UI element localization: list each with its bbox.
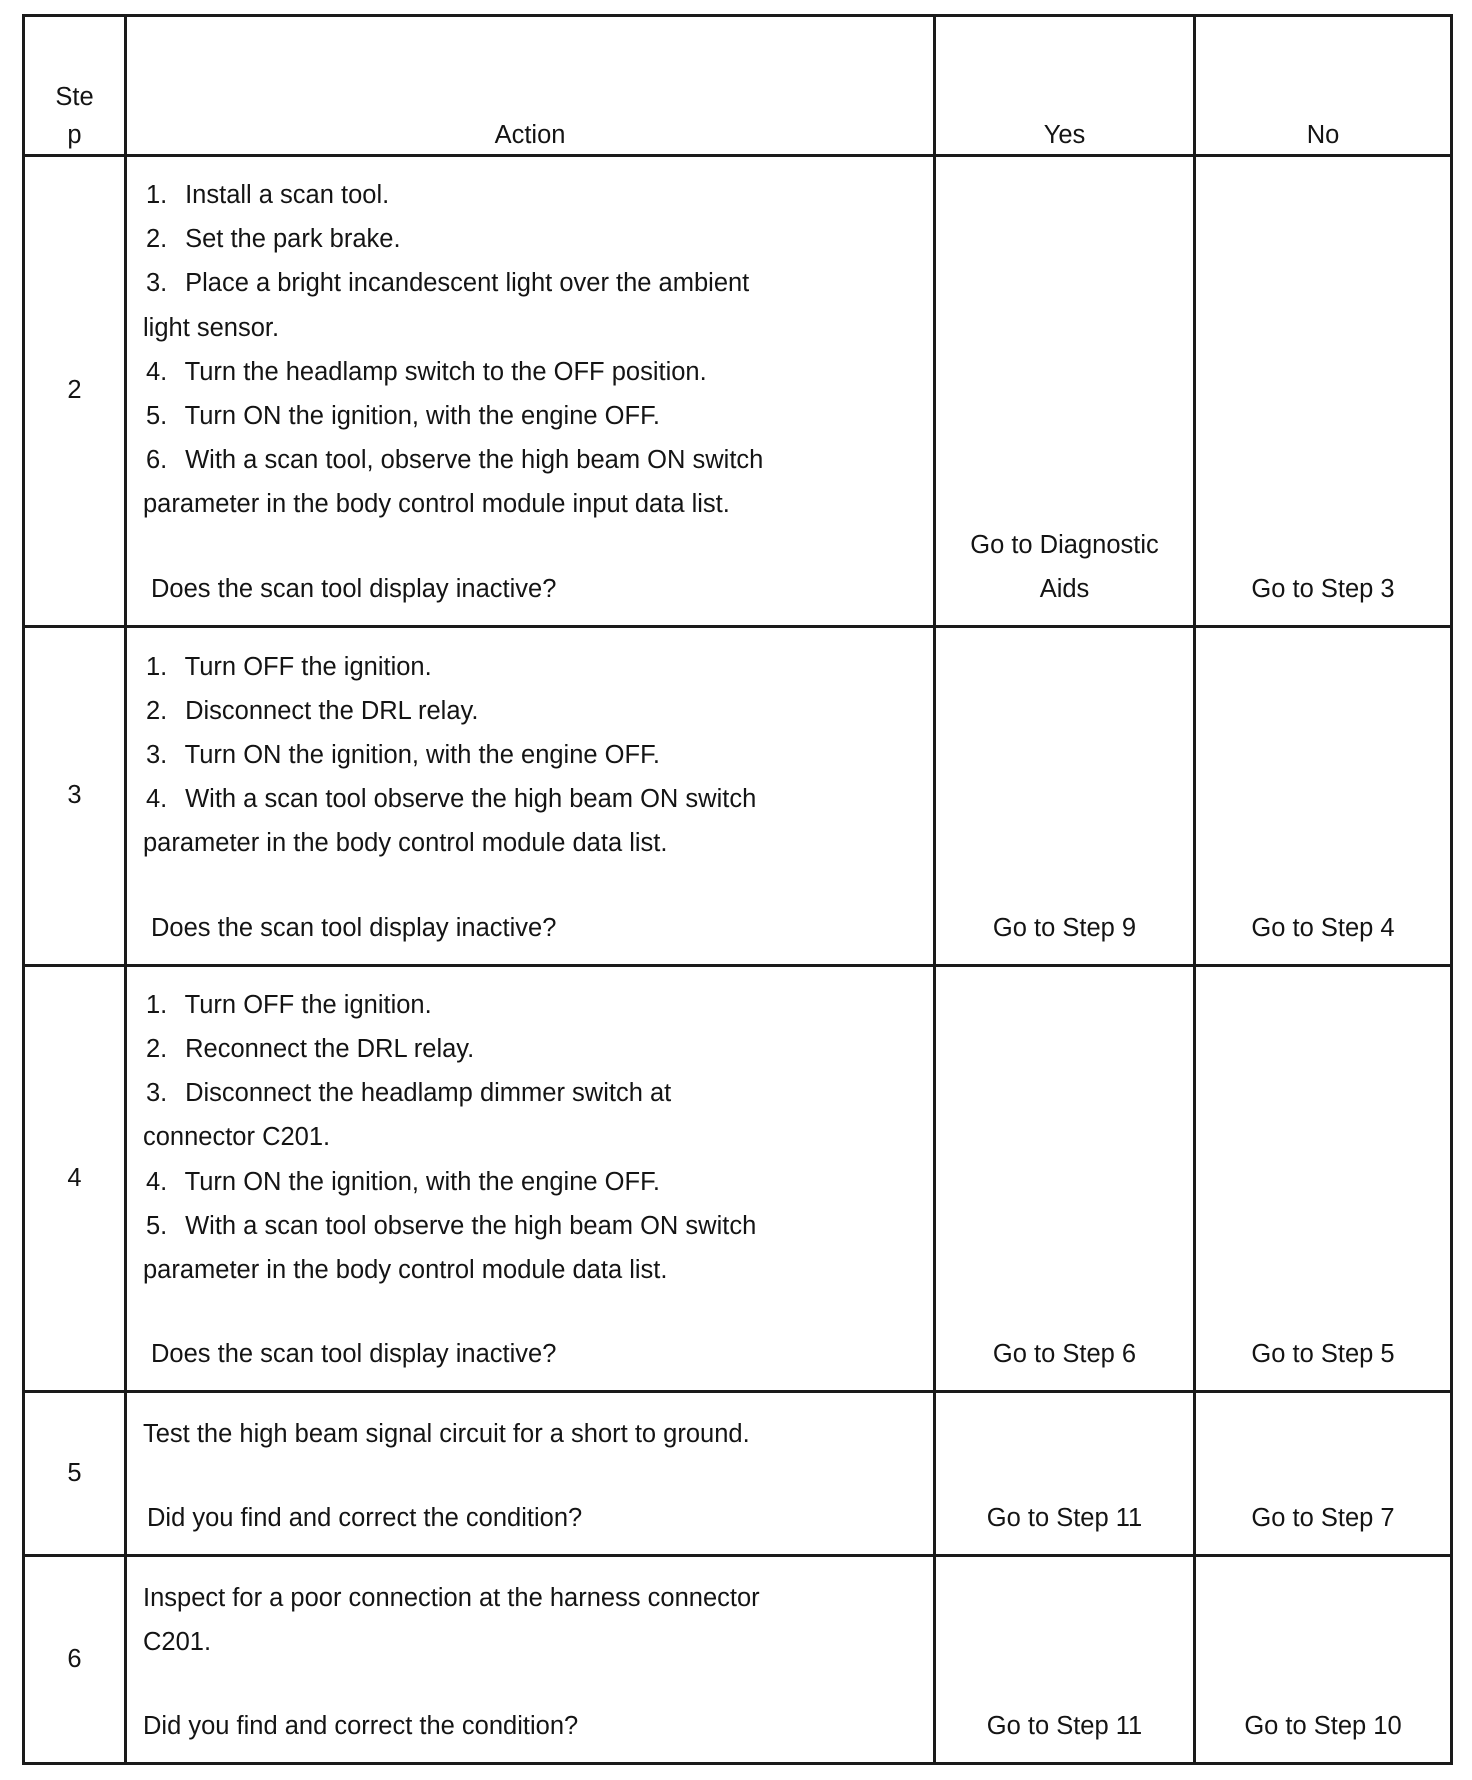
table-row xyxy=(24,1556,1452,1764)
yes-result: Go to Step 9 xyxy=(935,626,1195,965)
step-number: 5 xyxy=(24,1392,126,1556)
no-result: Go to Step 7 xyxy=(1195,1392,1452,1556)
action-question: Did you find and correct the condition? xyxy=(147,1504,583,1533)
action-item: 5. With a scan tool observe the high beam ON switch parameter in the body control module data list. xyxy=(143,1211,757,1285)
header-yes: Yes xyxy=(935,16,1195,156)
header-step: Step xyxy=(24,16,126,156)
action-list xyxy=(143,173,913,527)
action-item: 1. Turn OFF the ignition. xyxy=(146,652,432,681)
action-item: 1. Turn OFF the ignition. xyxy=(146,990,432,1019)
step-number: 2 xyxy=(24,156,126,627)
action-item: 3. Turn ON the ignition, with the engine OFF. xyxy=(146,741,660,770)
table-row xyxy=(24,626,1452,965)
action-item: 5. Turn ON the ignition, with the engine OFF. xyxy=(146,402,660,431)
table-row xyxy=(24,1392,1452,1556)
action-item: 2. Reconnect the DRL relay. xyxy=(146,1035,475,1064)
action-item: 4. With a scan tool observe the high beam ON switch parameter in the body control module data list. xyxy=(143,785,757,858)
no-result: Go to Step 3 xyxy=(1195,156,1452,627)
diagnostic-table xyxy=(22,14,1453,1765)
step-number: 3 xyxy=(24,626,126,965)
no-result: Go to Step 5 xyxy=(1195,965,1452,1392)
action-text: Inspect for a poor connection at the harness connector C201. xyxy=(143,1583,760,1657)
action-cell xyxy=(126,1556,935,1764)
action-cell xyxy=(126,965,935,1392)
action-list xyxy=(143,645,913,866)
step-number: 6 xyxy=(24,1556,126,1764)
action-item: 3. Place a bright incandescent light over the ambient light sensor. xyxy=(143,269,750,342)
yes-result: Go to Step 11 xyxy=(935,1392,1195,1556)
table-row xyxy=(24,156,1452,627)
action-question: Does the scan tool display inactive? xyxy=(151,1340,557,1369)
action-cell xyxy=(126,156,935,627)
no-result: Go to Step 10 xyxy=(1195,1556,1452,1764)
action-item: 3. Disconnect the headlamp dimmer switch at connector C201. xyxy=(143,1079,672,1152)
action-cell xyxy=(126,626,935,965)
action-list xyxy=(143,983,913,1292)
action-question: Does the scan tool display inactive? xyxy=(151,574,557,603)
no-result: Go to Step 4 xyxy=(1195,626,1452,965)
action-item: 1. Install a scan tool. xyxy=(146,181,390,209)
yes-result: Go to Step 11 xyxy=(935,1556,1195,1764)
action-cell xyxy=(126,1392,935,1556)
table-header-row xyxy=(24,16,1452,156)
table-row xyxy=(24,965,1452,1392)
action-item: 4. Turn ON the ignition, with the engine OFF. xyxy=(146,1167,660,1196)
action-text: Test the high beam signal circuit for a short to ground. xyxy=(143,1420,750,1449)
yes-result: Go to Step 6 xyxy=(935,965,1195,1392)
action-item: 6. With a scan tool, observe the high beam ON switch parameter in the body control module input data list. xyxy=(143,446,764,519)
header-action: Action xyxy=(126,16,935,156)
action-item: 2. Set the park brake. xyxy=(146,225,401,254)
yes-result: Go to Diagnostic Aids xyxy=(935,156,1195,627)
header-no: No xyxy=(1195,16,1452,156)
action-question: Did you find and correct the condition? xyxy=(143,1712,579,1741)
action-item: 4. Turn the headlamp switch to the OFF position. xyxy=(146,357,707,386)
step-number: 4 xyxy=(24,965,126,1392)
action-question: Does the scan tool display inactive? xyxy=(151,913,557,942)
action-item: 2. Disconnect the DRL relay. xyxy=(146,696,479,725)
